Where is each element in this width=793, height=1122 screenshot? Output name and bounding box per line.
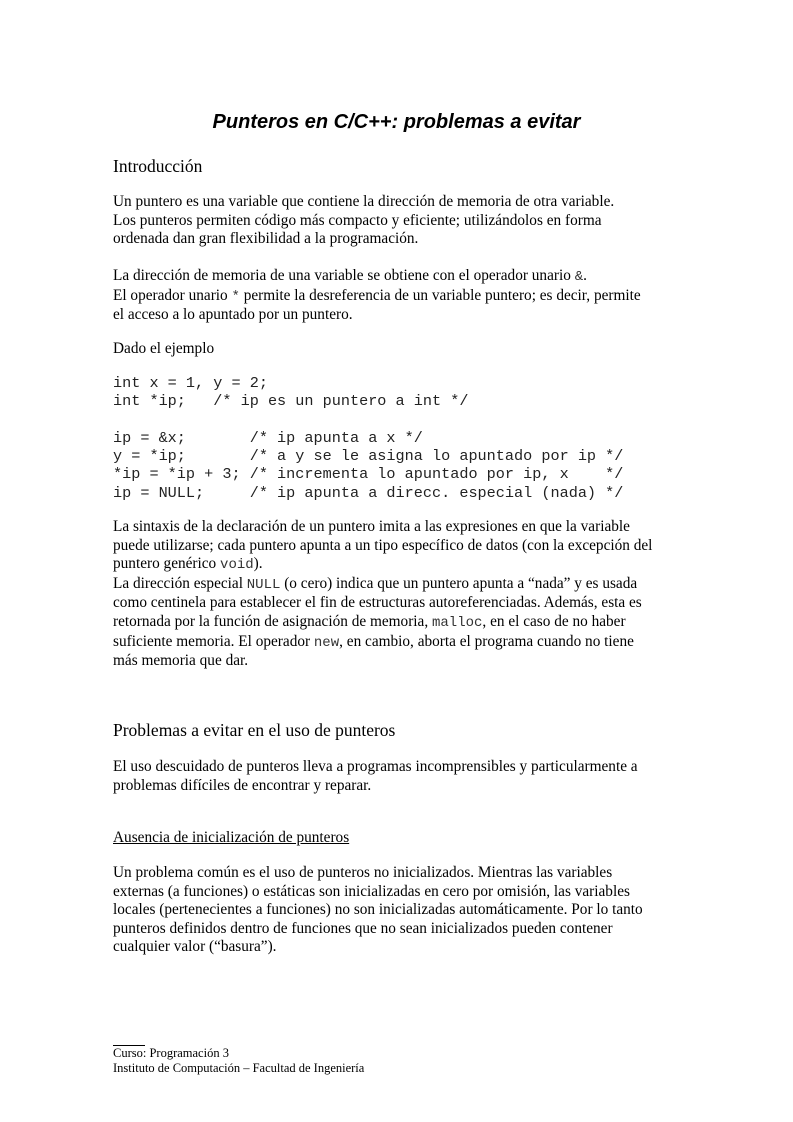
text-line: Los punteros permiten código más compacto y eficiente; utilizándolos en forma	[113, 211, 602, 229]
text-run: , en el caso de no haber	[482, 612, 626, 630]
inline-code: malloc	[432, 614, 483, 631]
text-line: locales (pertenecientes a funciones) no son inicializadas automáticamente. Por lo tanto	[113, 901, 643, 919]
code-block-assignments: ip = &x; /* ip apunta a x */ y = *ip; /* a y se le asigna lo apuntado por ip */ *ip = *ip + 3; /* incrementa lo apuntado por ip, x */ ip = NULL; /* ip apunta a direcc. especial (nada) */	[113, 429, 624, 502]
inline-code: new	[313, 634, 340, 651]
text-line: La sintaxis de la declaración de un puntero imita a las expresiones en que la variable	[113, 518, 630, 535]
intro-paragraph-1	[113, 193, 713, 249]
inline-code: &	[574, 269, 584, 285]
text-run: , en cambio, aborta el programa cuando no tiene	[339, 632, 634, 650]
text-line	[113, 575, 713, 595]
text-line: Dado el ejemplo	[113, 340, 215, 357]
problems-paragraph-2	[113, 864, 713, 957]
footer-course: Curso: Programación 3	[113, 1046, 229, 1060]
text-run: retornada por la función de asignación de memoria,	[113, 612, 432, 630]
text-run: .	[583, 267, 587, 284]
text-run: suficiente memoria. El operador	[113, 632, 314, 650]
text-line: Un puntero es una variable que contiene la dirección de memoria de otra variable.	[113, 193, 615, 210]
text-line: cualquier valor (“basura”).	[113, 938, 277, 956]
text-line: punteros definidos dentro de funciones que no sean inicializados pueden contener	[113, 919, 613, 937]
inline-code: NULL	[246, 576, 281, 593]
text-line	[113, 633, 713, 653]
intro-paragraph-3	[113, 518, 713, 671]
text-line: como centinela para establecer el fin de estructuras autoreferenciadas. Además, esta es	[113, 594, 642, 612]
text-line	[113, 267, 713, 287]
text-line: El uso descuidado de punteros lleva a programas incomprensibles y particularmente a	[113, 758, 638, 775]
text-run: permite la desreferencia de un variable puntero; es decir, permite	[239, 286, 641, 304]
text-line: externas (a funciones) o estáticas son inicializadas en cero por omisión, las variables	[113, 882, 630, 900]
code-block-declarations: int x = 1, y = 2; int *ip; /* ip es un puntero a int */	[113, 374, 469, 411]
page-title: Punteros en C/C++: problemas a evitar	[212, 111, 581, 133]
text-line: ordenada dan gran flexibilidad a la programación.	[113, 230, 419, 248]
text-run: (o cero) indica que un puntero apunta a “nada” y es usada	[280, 574, 638, 592]
text-run: La dirección especial	[113, 574, 247, 592]
intro-paragraph-2	[113, 267, 713, 325]
text-line: puede utilizarse; cada puntero apunta a un tipo específico de datos (con la excepción del	[113, 536, 653, 554]
footer-institute: Instituto de Computación – Facultad de Ingeniería	[113, 1061, 365, 1075]
section-heading-introduccion: Introducción	[113, 156, 203, 176]
text-run: El operador unario	[113, 286, 232, 304]
text-run: ).	[253, 555, 263, 573]
text-line: Un problema común es el uso de punteros no inicializados. Mientras las variables	[113, 864, 613, 881]
text-line: problemas difíciles de encontrar y reparar.	[113, 776, 372, 794]
problems-paragraph-1	[113, 758, 713, 795]
text-line	[113, 287, 713, 307]
section-heading-problemas: Problemas a evitar en el uso de punteros	[113, 720, 396, 740]
text-line	[113, 613, 713, 633]
text-run: La dirección de memoria de una variable se obtiene con el operador unario	[113, 267, 575, 284]
inline-code: *	[231, 288, 240, 305]
text-run: puntero genérico	[113, 555, 221, 573]
text-line: el acceso a lo apuntado por un puntero.	[113, 306, 353, 324]
inline-code: void	[220, 557, 254, 574]
text-line	[113, 555, 713, 575]
example-label	[113, 340, 713, 359]
text-line: más memoria que dar.	[113, 652, 249, 670]
subsection-heading-inicializacion: Ausencia de inicialización de punteros	[113, 829, 350, 846]
